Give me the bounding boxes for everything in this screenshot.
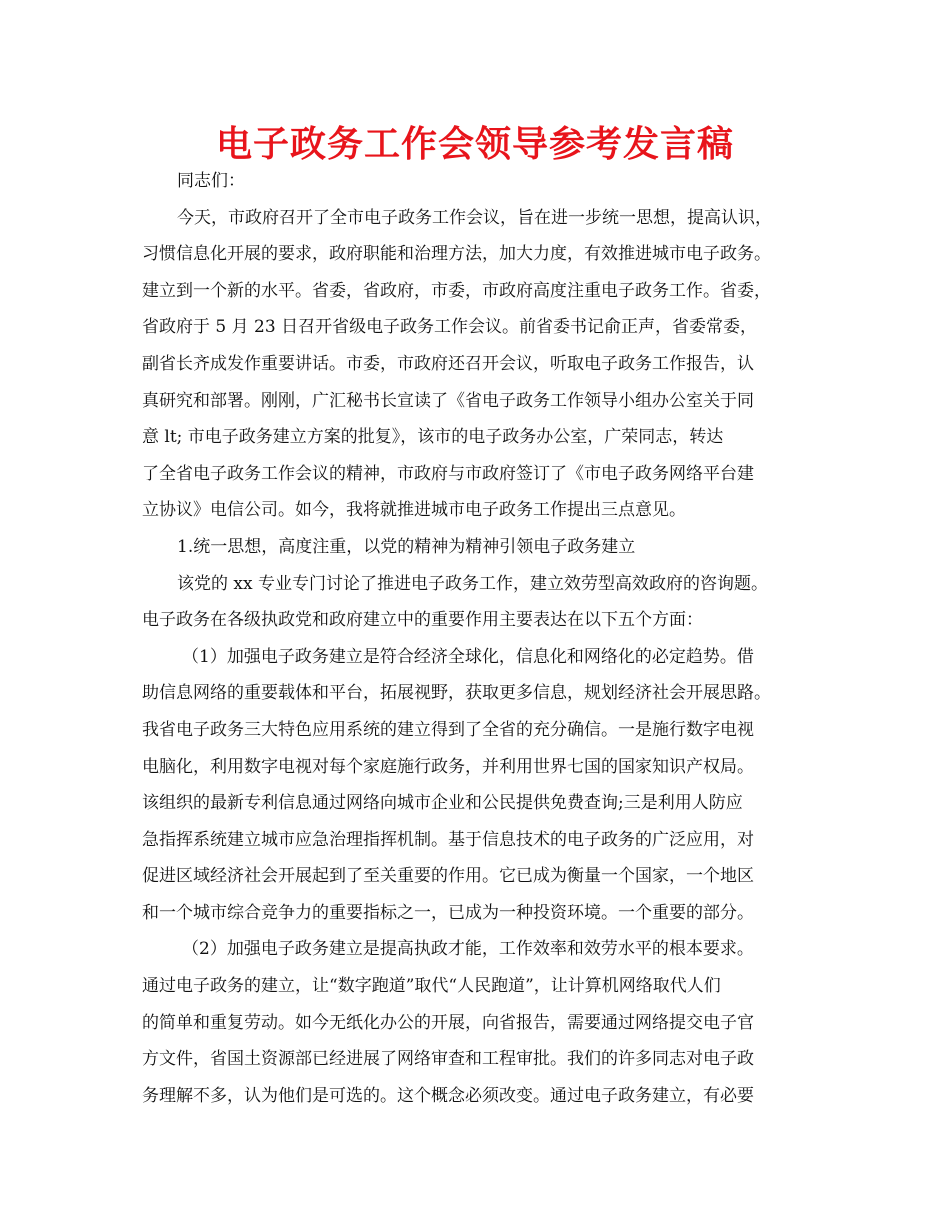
body-line: 的简单和重复劳动。如今无纸化办公的开展，向省报告，需要通过网络提交电子官: [142, 1012, 754, 1033]
body-line: （2）加强电子政务建立是提高执政才能，工作效率和效劳水平的根本要求。: [182, 939, 754, 960]
body-line: 我省电子政务三大特色应用系统的建立得到了全省的充分确信。一是施行数字电视: [142, 719, 754, 740]
body-line: 电脑化，利用数字电视对每个家庭施行政务，并利用世界七国的国家知识产权局。: [142, 756, 754, 777]
document-title: 电子政务工作会领导参考发言稿: [215, 124, 734, 165]
body-line: 该党的 xx 专业专门讨论了推进电子政务工作，建立效劳型高效政府的咨询题。: [177, 573, 768, 594]
body-line: 1.统一思想，高度注重，以党的精神为精神引领电子政务建立: [177, 536, 636, 557]
body-line: 意 lt; 市电子政务建立方案的批复》，该市的电子政务办公室，广荣同志，转达: [142, 427, 724, 448]
body-line: 立协议》电信公司。如今，我将就推进城市电子政务工作提出三点意见。: [142, 500, 686, 521]
body-line: 省政府于 5 月 23 日召开省级电子政务工作会议。前省委书记俞正声，省委常委，: [142, 317, 758, 338]
document-body: [142, 163, 822, 1114]
body-line: 真研究和部署。刚刚，广汇秘书长宣读了《省电子政务工作领导小组办公室关于同: [142, 390, 754, 411]
body-line: 和一个城市综合竞争力的重要指标之一，已成为一种投资环境。一个重要的部分。: [142, 902, 754, 923]
body-line: 通过电子政务的建立，让“数字跑道”取代“人民跑道”，让计算机网络取代人们: [142, 976, 721, 997]
body-line: 急指挥系统建立城市应急治理指挥机制。基于信息技术的电子政务的广泛应用，对: [142, 829, 754, 850]
body-line: 方文件，省国土资源部已经进展了网络审查和工程审批。我们的许多同志对电子政: [142, 1049, 754, 1070]
body-line: 电子政务在各级执政党和政府建立中的重要作用主要表达在以下五个方面：: [142, 610, 703, 631]
body-line: 建立到一个新的水平。省委，省政府，市委，市政府高度注重电子政务工作。省委，: [142, 280, 771, 301]
body-line: 助信息网络的重要载体和平台，拓展视野，获取更多信息，规划经济社会开展思路。: [142, 683, 771, 704]
body-line: 今天，市政府召开了全市电子政务工作会议，旨在进一步统一思想，提高认识，: [177, 207, 772, 228]
body-line: 副省长齐成发作重要讲话。市委，市政府还召开会议，听取电子政务工作报告，认: [142, 353, 754, 374]
body-line: 务理解不多，认为他们是可选的。这个概念必须改变。通过电子政务建立，有必要: [142, 1085, 754, 1106]
body-line: 了全省电子政务工作会议的精神，市政府与市政府签订了《市电子政务网络平台建: [142, 463, 754, 484]
body-line: （1）加强电子政务建立是符合经济全球化，信息化和网络化的必定趋势。借: [182, 646, 754, 667]
body-line: 该组织的最新专利信息通过网络向城市企业和公民提供免费查询;三是利用人防应: [142, 793, 743, 814]
body-line: 促进区域经济社会开展起到了至关重要的作用。它已成为衡量一个国家，一个地区: [142, 866, 754, 887]
body-line: 同志们：: [177, 171, 245, 191]
body-line: 习惯信息化开展的要求，政府职能和治理方法，加大力度，有效推进城市电子政务。: [142, 244, 771, 265]
